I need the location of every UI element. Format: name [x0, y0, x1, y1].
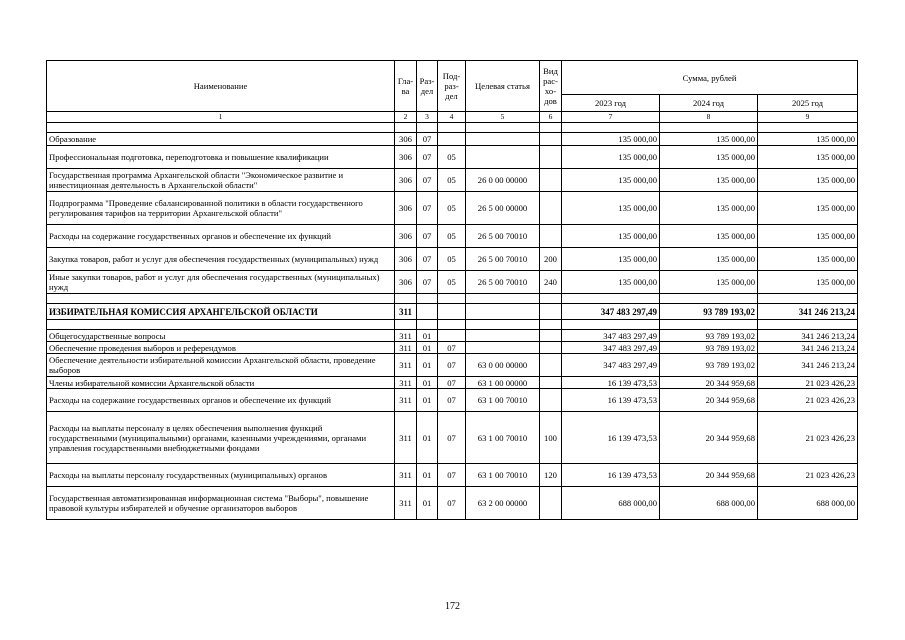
row-name [47, 123, 395, 133]
row-glava: 311 [395, 464, 417, 487]
column-number: 6 [540, 112, 562, 123]
header-podrazdel: Под-раз-дел [438, 61, 466, 112]
header-sum: Сумма, рублей [562, 61, 858, 95]
row-target-article: 26 5 00 70010 [466, 225, 540, 248]
row-glava: 311 [395, 412, 417, 464]
row-target-article [466, 320, 540, 330]
row-razdel: 01 [417, 487, 438, 520]
row-target-article: 63 1 00 70010 [466, 412, 540, 464]
row-target-article: 26 5 00 70010 [466, 248, 540, 271]
column-number: 3 [417, 112, 438, 123]
row-sum-2024: 135 000,00 [660, 146, 758, 169]
row-sum-2023: 16 139 473,53 [562, 389, 660, 412]
table-row [47, 487, 858, 520]
row-podrazdel [438, 320, 466, 330]
row-glava: 306 [395, 146, 417, 169]
row-sum-2024: 135 000,00 [660, 133, 758, 146]
row-target-article [466, 304, 540, 320]
row-expense-type [540, 320, 562, 330]
row-sum-2023: 16 139 473,53 [562, 377, 660, 389]
row-razdel: 07 [417, 146, 438, 169]
row-sum-2023: 135 000,00 [562, 271, 660, 294]
row-target-article: 63 0 00 00000 [466, 354, 540, 377]
row-glava [395, 320, 417, 330]
row-sum-2025: 341 246 213,24 [758, 342, 858, 354]
table-row [47, 271, 858, 294]
row-name: Иные закупки товаров, работ и услуг для обеспечения государственных (муниципальных) нужд [47, 271, 395, 294]
row-podrazdel: 07 [438, 487, 466, 520]
row-glava: 311 [395, 330, 417, 342]
row-sum-2025: 135 000,00 [758, 169, 858, 192]
table-row [47, 248, 858, 271]
row-sum-2023: 347 483 297,49 [562, 342, 660, 354]
header-expense-type: Вид рас-хо-дов [540, 61, 562, 112]
row-target-article: 26 0 00 00000 [466, 169, 540, 192]
row-podrazdel [438, 330, 466, 342]
row-podrazdel: 07 [438, 354, 466, 377]
row-target-article [466, 123, 540, 133]
row-sum-2023 [562, 294, 660, 304]
row-podrazdel: 07 [438, 464, 466, 487]
column-number: 5 [466, 112, 540, 123]
table-row [47, 464, 858, 487]
page-number: 172 [445, 601, 460, 612]
table-row [47, 146, 858, 169]
row-name: Обеспечение деятельности избирательной комиссии Архангельской области, проведение выборов [47, 354, 395, 377]
row-expense-type [540, 354, 562, 377]
row-expense-type [540, 342, 562, 354]
row-glava [395, 123, 417, 133]
row-sum-2023: 135 000,00 [562, 133, 660, 146]
row-sum-2025: 688 000,00 [758, 487, 858, 520]
row-sum-2024: 20 344 959,68 [660, 377, 758, 389]
row-sum-2023: 135 000,00 [562, 169, 660, 192]
row-sum-2024 [660, 123, 758, 133]
row-sum-2024: 20 344 959,68 [660, 464, 758, 487]
row-sum-2023: 347 483 297,49 [562, 304, 660, 320]
row-name: Расходы на содержание государственных органов и обеспечение их функций [47, 389, 395, 412]
table-row [47, 330, 858, 342]
row-glava: 311 [395, 389, 417, 412]
header-name: Наименование [47, 61, 395, 112]
header-year-2024: 2024 год [660, 95, 758, 112]
table-row [47, 294, 858, 304]
row-sum-2023: 135 000,00 [562, 225, 660, 248]
row-target-article: 63 1 00 70010 [466, 389, 540, 412]
row-sum-2024: 93 789 193,02 [660, 330, 758, 342]
row-target-article: 63 1 00 70010 [466, 464, 540, 487]
row-razdel: 07 [417, 248, 438, 271]
row-target-article: 63 2 00 00000 [466, 487, 540, 520]
row-name: Расходы на выплаты персоналу в целях обеспечения выполнения функций государственными (муниципальными) органами, казенными учреждениями, органами управления государственными внебюджетными фондами [47, 412, 395, 464]
row-target-article [466, 133, 540, 146]
row-razdel: 01 [417, 330, 438, 342]
row-expense-type [540, 123, 562, 133]
row-sum-2023 [562, 123, 660, 133]
row-sum-2023: 135 000,00 [562, 192, 660, 225]
table-row [47, 123, 858, 133]
table-row [47, 320, 858, 330]
row-sum-2025: 135 000,00 [758, 225, 858, 248]
row-name: Закупка товаров, работ и услуг для обеспечения государственных (муниципальных) нужд [47, 248, 395, 271]
row-sum-2023: 688 000,00 [562, 487, 660, 520]
table-row [47, 354, 858, 377]
header-razdel: Раз-дел [417, 61, 438, 112]
budget-table [46, 60, 858, 520]
row-expense-type [540, 377, 562, 389]
row-glava: 306 [395, 169, 417, 192]
row-target-article: 26 5 00 00000 [466, 192, 540, 225]
row-target-article [466, 330, 540, 342]
row-razdel: 01 [417, 377, 438, 389]
column-number: 4 [438, 112, 466, 123]
table-row [47, 169, 858, 192]
row-podrazdel: 07 [438, 389, 466, 412]
row-sum-2024: 135 000,00 [660, 169, 758, 192]
row-sum-2023 [562, 320, 660, 330]
row-name: Образование [47, 133, 395, 146]
row-expense-type [540, 192, 562, 225]
row-name [47, 320, 395, 330]
row-sum-2025 [758, 123, 858, 133]
row-name: Члены избирательной комиссии Архангельской области [47, 377, 395, 389]
row-glava: 306 [395, 248, 417, 271]
table-row [47, 133, 858, 146]
header-year-2023: 2023 год [562, 95, 660, 112]
row-podrazdel: 07 [438, 342, 466, 354]
row-sum-2023: 135 000,00 [562, 248, 660, 271]
table-row [47, 377, 858, 389]
row-podrazdel: 05 [438, 146, 466, 169]
row-podrazdel [438, 123, 466, 133]
row-razdel [417, 123, 438, 133]
header-glava: Гла-ва [395, 61, 417, 112]
row-sum-2024: 135 000,00 [660, 248, 758, 271]
header-target-article: Целевая статья [466, 61, 540, 112]
row-sum-2024: 93 789 193,02 [660, 342, 758, 354]
column-number: 7 [562, 112, 660, 123]
row-sum-2025: 135 000,00 [758, 146, 858, 169]
row-name: Государственная программа Архангельской области "Экономическое развитие и инвестиционная деятельность в Архангельской области" [47, 169, 395, 192]
row-expense-type [540, 169, 562, 192]
row-podrazdel: 07 [438, 412, 466, 464]
row-sum-2023: 347 483 297,49 [562, 354, 660, 377]
table-row [47, 389, 858, 412]
row-name: Общегосударственные вопросы [47, 330, 395, 342]
row-expense-type [540, 304, 562, 320]
row-razdel [417, 304, 438, 320]
row-razdel: 01 [417, 354, 438, 377]
row-sum-2024: 688 000,00 [660, 487, 758, 520]
row-sum-2025: 21 023 426,23 [758, 464, 858, 487]
row-sum-2025: 135 000,00 [758, 192, 858, 225]
row-glava: 311 [395, 354, 417, 377]
row-sum-2024: 93 789 193,02 [660, 304, 758, 320]
row-expense-type [540, 133, 562, 146]
row-glava [395, 294, 417, 304]
row-name: Государственная автоматизированная информационная система "Выборы", повышение правовой культуры избирателей и обучение организаторов выборов [47, 487, 395, 520]
table-row [47, 192, 858, 225]
row-target-article: 63 1 00 00000 [466, 377, 540, 389]
row-razdel: 01 [417, 342, 438, 354]
row-podrazdel [438, 294, 466, 304]
row-sum-2023: 16 139 473,53 [562, 464, 660, 487]
row-razdel: 01 [417, 412, 438, 464]
row-expense-type [540, 487, 562, 520]
column-number: 9 [758, 112, 858, 123]
row-sum-2024: 135 000,00 [660, 271, 758, 294]
row-glava: 311 [395, 304, 417, 320]
header-year-2025: 2025 год [758, 95, 858, 112]
row-sum-2025: 135 000,00 [758, 248, 858, 271]
row-name: Расходы на содержание государственных органов и обеспечение их функций [47, 225, 395, 248]
row-podrazdel: 05 [438, 192, 466, 225]
row-glava: 306 [395, 271, 417, 294]
row-sum-2024: 20 344 959,68 [660, 389, 758, 412]
row-sum-2024: 135 000,00 [660, 192, 758, 225]
row-sum-2023: 347 483 297,49 [562, 330, 660, 342]
row-name: Обеспечение проведения выборов и референдумов [47, 342, 395, 354]
row-sum-2025: 341 246 213,24 [758, 354, 858, 377]
row-expense-type: 200 [540, 248, 562, 271]
row-expense-type [540, 330, 562, 342]
row-expense-type [540, 389, 562, 412]
row-sum-2024: 135 000,00 [660, 225, 758, 248]
row-sum-2025: 21 023 426,23 [758, 389, 858, 412]
row-glava: 306 [395, 133, 417, 146]
row-sum-2024 [660, 320, 758, 330]
row-razdel [417, 320, 438, 330]
row-sum-2025: 21 023 426,23 [758, 412, 858, 464]
row-target-article [466, 294, 540, 304]
column-number: 1 [47, 112, 395, 123]
row-podrazdel [438, 133, 466, 146]
row-sum-2025 [758, 320, 858, 330]
row-sum-2024: 20 344 959,68 [660, 412, 758, 464]
row-razdel: 07 [417, 192, 438, 225]
row-razdel: 01 [417, 389, 438, 412]
table-row [47, 412, 858, 464]
row-sum-2025: 341 246 213,24 [758, 304, 858, 320]
column-number: 2 [395, 112, 417, 123]
row-name: Расходы на выплаты персоналу государственных (муниципальных) органов [47, 464, 395, 487]
row-podrazdel [438, 304, 466, 320]
row-expense-type: 100 [540, 412, 562, 464]
row-name: Подпрограмма "Проведение сбалансированной политики в области государственного регулирования тарифов на территории Архангельской области" [47, 192, 395, 225]
row-expense-type [540, 294, 562, 304]
row-razdel [417, 294, 438, 304]
row-sum-2023: 135 000,00 [562, 146, 660, 169]
row-razdel: 01 [417, 464, 438, 487]
row-razdel: 07 [417, 225, 438, 248]
column-number: 8 [660, 112, 758, 123]
row-podrazdel: 05 [438, 169, 466, 192]
row-razdel: 07 [417, 271, 438, 294]
row-target-article [466, 146, 540, 169]
table-row [47, 304, 858, 320]
row-podrazdel: 07 [438, 377, 466, 389]
row-expense-type: 240 [540, 271, 562, 294]
table-row [47, 342, 858, 354]
row-expense-type [540, 146, 562, 169]
row-glava: 311 [395, 487, 417, 520]
column-number-row [47, 112, 858, 123]
row-razdel: 07 [417, 169, 438, 192]
row-expense-type [540, 225, 562, 248]
row-glava: 311 [395, 342, 417, 354]
row-razdel: 07 [417, 133, 438, 146]
row-sum-2024: 93 789 193,02 [660, 354, 758, 377]
row-name: Профессиональная подготовка, переподготовка и повышение квалификации [47, 146, 395, 169]
row-glava: 306 [395, 192, 417, 225]
row-glava: 306 [395, 225, 417, 248]
row-sum-2025: 21 023 426,23 [758, 377, 858, 389]
row-target-article [466, 342, 540, 354]
row-sum-2025: 135 000,00 [758, 271, 858, 294]
row-podrazdel: 05 [438, 271, 466, 294]
row-podrazdel: 05 [438, 248, 466, 271]
row-podrazdel: 05 [438, 225, 466, 248]
row-glava: 311 [395, 377, 417, 389]
row-name: ИЗБИРАТЕЛЬНАЯ КОМИССИЯ АРХАНГЕЛЬСКОЙ ОБЛАСТИ [47, 304, 395, 320]
row-sum-2023: 16 139 473,53 [562, 412, 660, 464]
row-name [47, 294, 395, 304]
row-sum-2025: 341 246 213,24 [758, 330, 858, 342]
row-expense-type: 120 [540, 464, 562, 487]
row-sum-2025 [758, 294, 858, 304]
row-sum-2025: 135 000,00 [758, 133, 858, 146]
row-target-article: 26 5 00 70010 [466, 271, 540, 294]
table-row [47, 225, 858, 248]
row-sum-2024 [660, 294, 758, 304]
